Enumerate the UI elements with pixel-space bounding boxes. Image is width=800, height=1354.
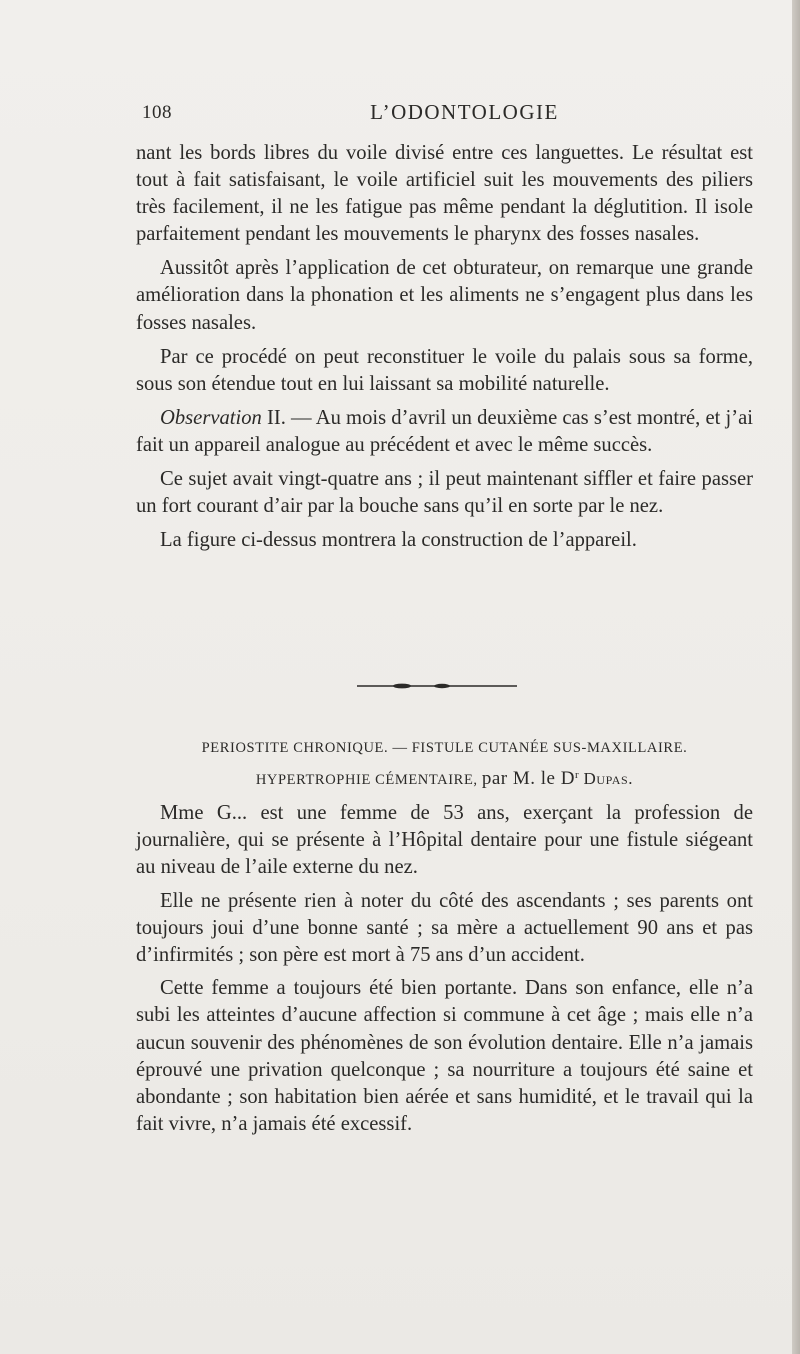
paragraph: Par ce procédé on peut reconstituer le voile du palais sous sa forme, sous son étendue tout en lui laissant sa mobilité naturelle.: [136, 345, 753, 395]
page-number: 108: [142, 102, 172, 123]
paragraph: La figure ci-dessus montrera la construction de l’appareil.: [160, 529, 637, 552]
paragraph: Elle ne présente rien à noter du côté des ascendants ; ses parents ont toujours joui d’une bonne santé ; sa mère a actuellement 90 ans et pas d’infirmités ; son père est mort à 75 ans d’un accident.: [136, 889, 753, 967]
heading-subtitle: HYPERTROPHIE CÉMENTAIRE,: [255, 771, 478, 788]
paragraph: Cette femme a toujours été bien portante. Dans son enfance, elle n’a subi les atteintes d’aucune affection si commune à cet âge ; mais elle n’a aucun souvenir des phénomènes de son évolution dentaire. Elle n’a jamais éprouvé une privation quelconque ; sa nourriture a toujours été saine et abondante ; son habitation bien aérée et sans humidité, et le travail qui la fait vivre, n’a jamais été excessif.: [136, 977, 753, 1136]
ornamental-rule: [357, 683, 517, 689]
heading-line-1: PERIOSTITE CHRONIQUE. — FISTULE CUTANÉE SUS-MAXILLAIRE.: [201, 740, 688, 756]
observation-label: Observation: [160, 406, 262, 429]
section-observation: [136, 140, 753, 554]
article-body: [136, 800, 753, 1138]
page-edge: [792, 0, 800, 1354]
heading-author-sup: r: [574, 769, 580, 781]
paragraph: Aussitôt après l’application de cet obturateur, on remarque une grande amélioration dans la phonation et les aliments ne s’engagent plus dans les fosses nasales.: [136, 257, 753, 334]
heading-line-2: [136, 762, 753, 794]
page-header: [136, 100, 753, 130]
paragraph-observation: [136, 405, 753, 459]
heading-author-prefix: par M. le D: [481, 767, 575, 789]
observation-text: II. — Au mois d’avril un deuxième cas s’est montré, et j’ai fait un appareil analogue au précédent et avec le même succès.: [136, 406, 753, 456]
article-heading: [136, 735, 753, 794]
paragraph: Mme G... est une femme de 53 ans, exerçant la profession de journalière, qui se présente à l’Hôpital dentaire pour une fistule siégeant au niveau de l’aile externe du nez.: [136, 802, 753, 879]
running-title: L’ODONTOLOGIE: [370, 100, 559, 124]
paragraph: nant les bords libres du voile divisé entre ces languettes. Le résultat est tout à fait satisfaisant, le voile artificiel suit les mouvements des piliers très facilement, il ne les fatigue pas même pendant la déglutition. Il isole parfaitement pendant les mouvements le pharynx des fosses nasales.: [136, 142, 753, 246]
heading-author-name: Dupas.: [583, 768, 634, 788]
paragraph: Ce sujet avait vingt-quatre ans ; il peut maintenant siffler et faire passer un fort courant d’air par la bouche sans qu’il en sorte par le nez.: [136, 468, 753, 518]
